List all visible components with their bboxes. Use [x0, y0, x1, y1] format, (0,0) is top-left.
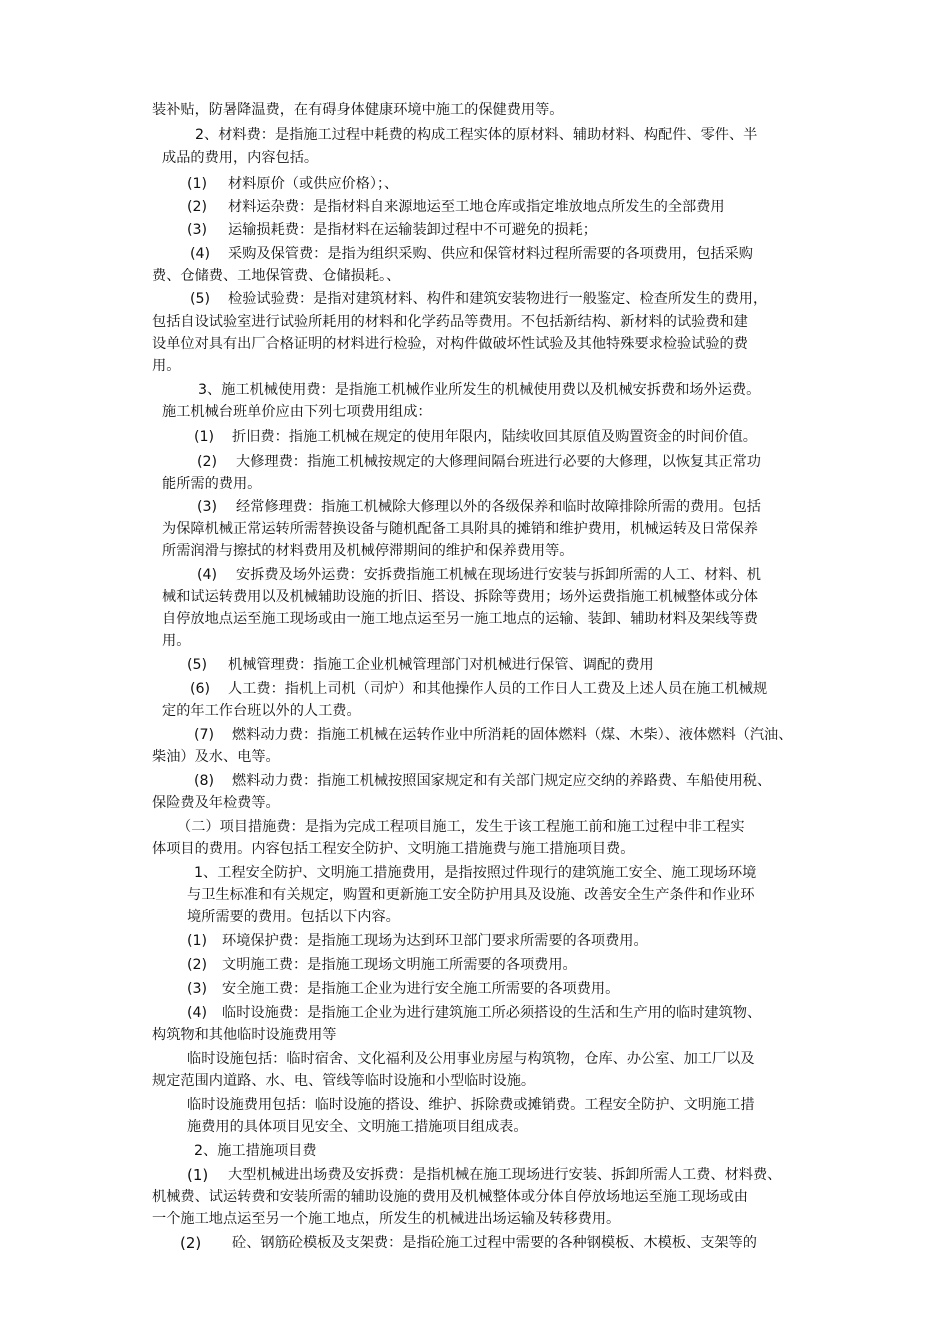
text-line: 定的年工作台班以外的人工费。: [162, 703, 361, 719]
text-line: （二）项目措施费：是指为完成工程项目施工，发生于该工程施工前和施工过程中非工程实: [177, 819, 745, 835]
text-line: 施工机械台班单价应由下列七项费用组成：: [162, 404, 432, 420]
text-line: 临时设施包括：临时宿舍、文化福利及公用事业房屋与构筑物，仓库、办公室、加工厂以及: [187, 1051, 755, 1067]
text-line: 经常修理费：指施工机械除大修理以外的各级保养和临时故障排除所需的费用。包括: [236, 499, 761, 515]
text-line: 成品的费用，内容包括。: [162, 150, 319, 166]
text-line: 文明施工费：是指施工现场文明施工所需要的各项费用。: [222, 957, 577, 973]
text-line: 安全施工费：是指施工企业为进行安全施工所需要的各项费用。: [222, 981, 620, 997]
text-line: 体项目的费用。内容包括工程安全防护、文明施工措施费与施工措施项目费。: [152, 841, 635, 857]
list-number: (1): [187, 176, 208, 192]
text-line: 1、工程安全防护、文明施工措施费用，是指按照过件现行的建筑施工安全、施工现场环境: [194, 865, 757, 881]
list-number: (4): [187, 1005, 208, 1021]
list-number: (3): [197, 499, 218, 515]
text-line: 费、仓储费、工地保管费、仓储损耗。、: [152, 268, 401, 284]
text-line: 设单位对具有出厂合格证明的材料进行检验，对构件做破坏性试验及其他特殊要求检验试验的费: [152, 336, 748, 352]
text-line: 临时设施费：是指施工企业为进行建筑施工所必须搭设的生活和生产用的临时建筑物、: [222, 1005, 762, 1021]
list-number: (1): [187, 1166, 209, 1184]
list-number: (3): [187, 222, 208, 238]
text-line: 3、施工机械使用费：是指施工机械作业所发生的机械使用费以及机械安拆费和场外运费。: [198, 382, 761, 398]
text-line: 临时设施费用包括：临时设施的搭设、维护、拆除费或摊销费。工程安全防护、文明施工措: [187, 1097, 755, 1113]
text-line: 运输损耗费：是指材料在运输装卸过程中不可避免的损耗；: [228, 222, 597, 238]
text-line: 大修理费：指施工机械按规定的大修理间隔台班进行必要的大修理，以恢复其正常功: [236, 454, 761, 470]
text-line: 检验试验费：是指对建筑材料、构件和建筑安装物进行一般鉴定、检查所发生的费用，: [228, 291, 768, 307]
text-line: 装补贴，防暑降温费，在有碍身体健康环境中施工的保健费用等。: [152, 102, 564, 118]
list-number: (2): [187, 199, 208, 215]
list-number: (5): [190, 291, 211, 307]
list-number: (1): [194, 429, 215, 445]
text-line: 材料运杂费：是指材料自来源地运至工地仓库或指定堆放地点所发生的全部费用: [228, 199, 725, 215]
text-line: 2、材料费：是指施工过程中耗费的构成工程实体的原材料、辅助材料、构配件、零件、半: [195, 127, 758, 143]
text-line: 施费用的具体项目见安全、文明施工措施项目组成表。: [187, 1119, 528, 1135]
list-number: (3): [187, 981, 208, 997]
text-line: 所需润滑与擦拭的材料费用及机械停滞期间的维护和保养费用等。: [162, 543, 574, 559]
text-line: 燃料动力费：指施工机械在运转作业中所消耗的固体燃料（煤、木柴）、液体燃料（汽油、: [232, 727, 793, 743]
list-number: (4): [190, 246, 211, 262]
list-number: (6): [190, 681, 211, 697]
list-number: (4): [197, 567, 218, 583]
list-number: (2): [187, 957, 208, 973]
text-line: 2、施工措施项目费: [194, 1143, 317, 1159]
text-line: 采购及保管费：是指为组织采购、供应和保管材料过程所需要的各项费用，包括采购: [228, 246, 753, 262]
list-number: (8): [194, 773, 215, 789]
text-line: 安拆费及场外运费：安拆费指施工机械在现场进行安装与拆卸所需的人工、材料、机: [236, 567, 761, 583]
text-line: 械和试运转费用以及机械辅助设施的折旧、搭设、拆除等费用；场外运费指施工机械整体或分体: [162, 589, 758, 605]
text-line: 境所需要的费用。包括以下内容。: [187, 909, 400, 925]
text-line: 用。: [162, 633, 191, 649]
text-line: 用。: [152, 358, 181, 374]
text-line: 人工费：指机上司机（司炉）和其他操作人员的工作日人工费及上述人员在施工机械规: [228, 681, 768, 697]
text-line: 包括自设试验室进行试验所耗用的材料和化学药品等费用。不包括新结构、新材料的试验费和建: [152, 314, 748, 330]
text-line: 一个施工地点运至另一个施工地点，所发生的机械进出场运输及转移费用。: [152, 1211, 621, 1227]
text-line: 砼、钢筋砼模板及支架费：是指砼施工过程中需要的各种钢模板、木模板、支架等的: [232, 1235, 757, 1251]
text-line: 构筑物和其他临时设施费用等: [152, 1027, 337, 1043]
text-line: 保险费及年检费等。: [152, 795, 280, 811]
list-number: (2): [180, 1234, 202, 1252]
text-line: 大型机械进出场费及安拆费：是指机械在施工现场进行安装、拆卸所需人工费、材料费、: [228, 1167, 782, 1183]
text-line: 燃料动力费：指施工机械按照国家规定和有关部门规定应交纳的养路费、车船使用税、: [232, 773, 772, 789]
text-line: 机械管理费：指施工企业机械管理部门对机械进行保管、调配的费用: [228, 657, 654, 673]
text-line: 能所需的费用。: [162, 476, 262, 492]
text-line: 环境保护费：是指施工现场为达到环卫部门要求所需要的各项费用。: [222, 933, 648, 949]
text-line: 材料原价（或供应价格）；、: [228, 176, 399, 192]
list-number: (1): [187, 933, 208, 949]
list-number: (7): [194, 727, 215, 743]
text-line: 折旧费：指施工机械在规定的使用年限内，陆续收回其原值及购置资金的时间价值。: [232, 429, 757, 445]
text-line: 规定范围内道路、水、电、管线等临时设施和小型临时设施。: [152, 1073, 536, 1089]
text-line: 为保障机械正常运转所需替换设备与随机配备工具附具的摊销和维护费用，机械运转及日常保养: [162, 521, 758, 537]
list-number: (5): [187, 657, 208, 673]
text-line: 机械费、试运转费和安装所需的辅助设施的费用及机械整体或分体自停放场地运至施工现场或由: [152, 1189, 748, 1205]
list-number: (2): [197, 454, 218, 470]
text-line: 自停放地点运至施工现场或由一施工地点运至另一施工地点的运输、装卸、辅助材料及架线等费: [162, 611, 758, 627]
text-line: 柴油）及水、电等。: [152, 749, 280, 765]
text-line: 与卫生标准和有关规定，购置和更新施工安全防护用具及设施、改善安全生产条件和作业环: [187, 887, 755, 903]
